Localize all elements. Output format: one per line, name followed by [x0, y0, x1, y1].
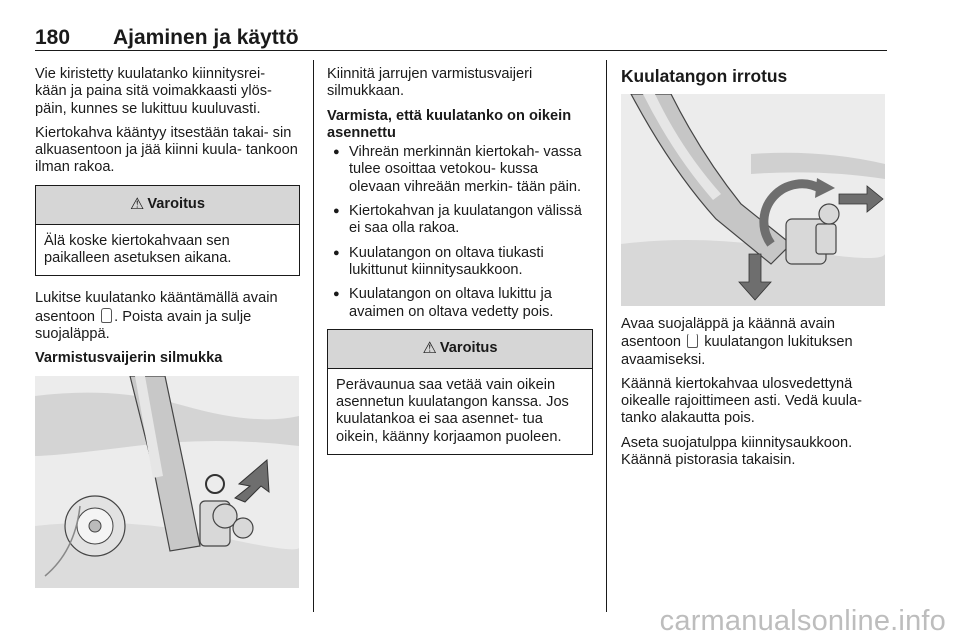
list-item: ● Vihreän merkinnän kiertokah- vassa tulee osoittaa vetokou- kussa olevaan vihreään merkin- tään päin.: [327, 144, 593, 196]
header-divider: [35, 50, 887, 51]
warning-header: [36, 186, 299, 225]
column-divider-2: [606, 60, 607, 612]
warning-body: Älä koske kiertokahvaan sen paikalleen asetuksen aikana.: [44, 232, 232, 267]
column-1: [35, 66, 300, 598]
text-span: Lukitse kuulatanko kääntämällä avain asentoon: [35, 290, 278, 325]
paragraph: [35, 290, 300, 343]
paragraph: Käännä kiertokahvaa ulosvedettynä oikealle rajoittimeen asti. Vedä kuula- tanko alakautta pois.: [621, 375, 862, 427]
section-title: Kuulatangon irrotus: [621, 66, 788, 86]
paragraph: Kiertokahva kääntyy itsestään takai- sin alkuasentoon ja jää kiinni kuula- tankoon ilman rakoa.: [35, 124, 298, 176]
list-item: ● Kuulatangon on oltava lukittu ja avaimen on oltava vedetty pois.: [327, 286, 593, 321]
subheading: Varmista, että kuulatanko on oikein asennettu: [327, 107, 572, 141]
watermark: carmanualsonline.info: [659, 605, 946, 637]
warning-triangle-icon: ⚠: [422, 340, 437, 358]
page-header: [35, 26, 887, 52]
warning-header: [328, 330, 592, 369]
lock-open-icon: [687, 333, 698, 348]
warning-box: [35, 185, 300, 277]
safety-cable-eye-illustration: [35, 376, 299, 588]
page-number: 180: [35, 26, 71, 49]
subheading: Varmistusvaijerin silmukka: [35, 350, 223, 367]
column-divider-1: [313, 60, 314, 612]
warning-title: Varoitus: [439, 340, 498, 357]
list-item: ● Kuulatangon on oltava tiukasti lukittunut kiinnitysaukkoon.: [327, 245, 593, 280]
text-span: . Poista avain ja sulje suojaläppä.: [35, 308, 252, 342]
warning-body: Perävaunua saa vetää vain oikein asennetun kuulatangon kanssa. Jos kuulatankoa ei saa asennet- tua oikein, käänny korjaamon puoleen.: [336, 376, 569, 445]
checklist: [327, 144, 593, 321]
removal-illustration: [621, 94, 885, 306]
column-3: [621, 66, 887, 476]
column-2: [327, 66, 593, 469]
warning-title: Varoitus: [147, 196, 205, 213]
warning-box: [327, 329, 593, 455]
paragraph: Aseta suojatulppa kiinnitysaukkoon. Käännä pistorasia takaisin.: [621, 434, 853, 469]
text-span: Avaa suojaläppä ja käännä avain asentoon: [621, 316, 835, 351]
warning-triangle-icon: ⚠: [130, 196, 145, 214]
chapter-title: Ajaminen ja käyttö: [113, 26, 299, 49]
list-item: ● Kiertokahvan ja kuulatangon välissä ei saa olla rakoa.: [327, 203, 593, 238]
paragraph: [621, 316, 887, 369]
lock-closed-icon: [101, 308, 112, 323]
text-span: kuulatangon lukituksen avaamiseksi.: [621, 334, 853, 368]
paragraph: Vie kiristetty kuulatanko kiinnitysrei- kään ja paina sitä voimakkaasti ylös- päin, kunnes se lukittuu kuuluvasti.: [35, 66, 272, 117]
paragraph: Kiinnitä jarrujen varmistusvaijeri silmukkaan.: [327, 66, 533, 100]
